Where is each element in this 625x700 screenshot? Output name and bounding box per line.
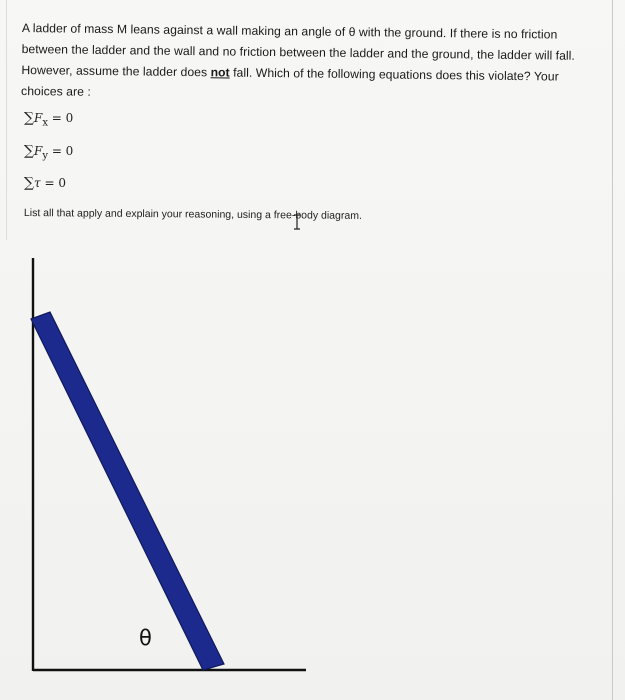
question-line-1: A ladder of mass M leans against a wall making an angle of θ with the ground. If there is no friction [21,20,558,42]
eq1-subscript: x [42,117,48,129]
eq3-lhs: τ [34,176,41,190]
question-line-2: between the ladder and the wall and no friction between the ladder and the ground, the ladder will fall. [21,41,575,63]
ladder [31,312,224,670]
eq2-lhs: F [34,144,43,158]
eq2-rhs: = 0 [51,144,74,158]
question-line-3-start: However, assume the ladder does [21,62,211,80]
question-line-3-end: fall. Which of the following equations does this violate? Your [229,65,559,84]
eq1-rhs: = 0 [51,111,74,125]
eq1-lhs: F [34,111,43,125]
instructions-text: List all that apply and explain your reasoning, using a free-body diagram. [23,207,362,222]
eq2-subscript: y [42,150,48,162]
sum-symbol: ∑ [24,175,34,191]
emphasis-not: not [210,65,230,80]
sum-symbol: ∑ [24,110,34,126]
eq3-rhs: = 0 [44,176,66,190]
theta-angle-label: θ [139,626,152,650]
question-line-4: choices are : [21,83,91,99]
sum-symbol: ∑ [24,143,34,159]
